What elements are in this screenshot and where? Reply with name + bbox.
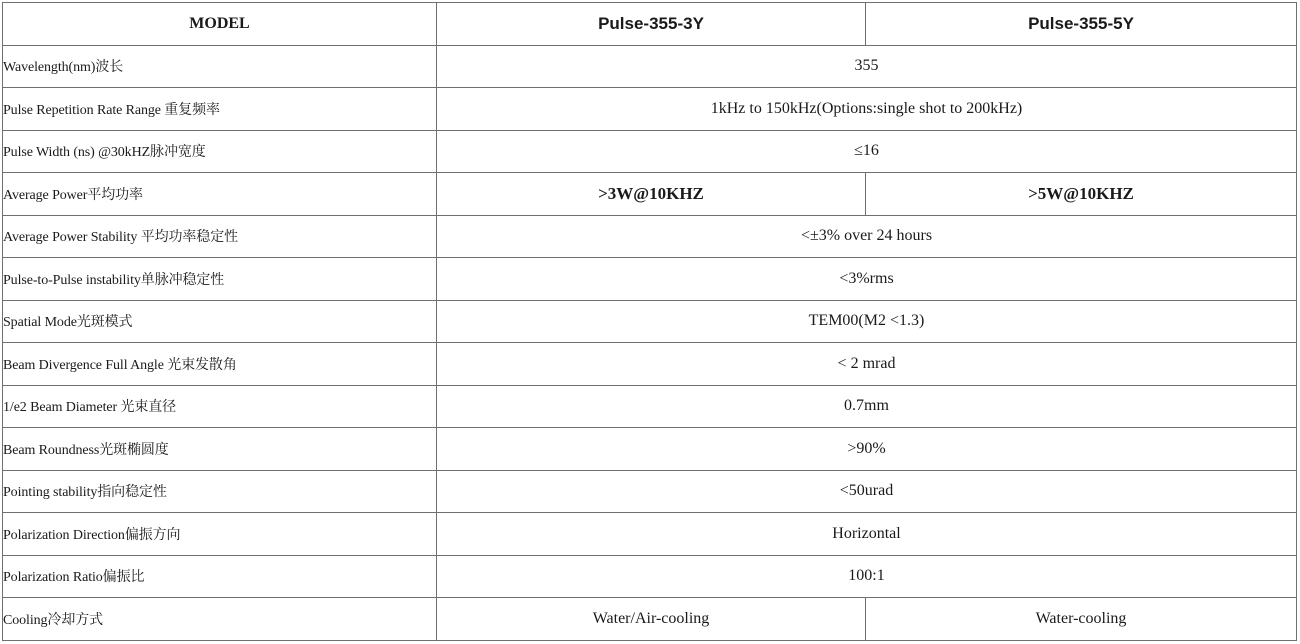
row-value: 355 — [437, 45, 1297, 88]
row-label: Beam Roundness光斑椭圆度 — [3, 428, 437, 471]
spec-table — [2, 2, 1297, 641]
row-value: <±3% over 24 hours — [437, 215, 1297, 258]
table-row — [3, 130, 1297, 173]
row-label: Spatial Mode光斑模式 — [3, 300, 437, 343]
product-header-2: Pulse-355-5Y — [866, 3, 1297, 46]
header-row — [3, 3, 1297, 46]
row-label: Polarization Direction偏振方向 — [3, 513, 437, 556]
row-label: Pointing stability指向稳定性 — [3, 470, 437, 513]
table-row — [3, 555, 1297, 598]
table-row — [3, 258, 1297, 301]
row-value: 1kHz to 150kHz(Options:single shot to 200kHz) — [437, 88, 1297, 131]
row-label: Cooling冷却方式 — [3, 598, 437, 641]
row-value: TEM00(M2 <1.3) — [437, 300, 1297, 343]
row-value-3y: Water/Air-cooling — [437, 598, 866, 641]
table-row — [3, 598, 1297, 641]
row-value: 100:1 — [437, 555, 1297, 598]
row-value-5y: Water-cooling — [866, 598, 1297, 641]
table-row — [3, 173, 1297, 216]
row-value-5y: >5W@10KHZ — [866, 173, 1297, 216]
row-label: Average Power Stability 平均功率稳定性 — [3, 215, 437, 258]
table-row — [3, 300, 1297, 343]
row-value: 0.7mm — [437, 385, 1297, 428]
row-label: Wavelength(nm)波长 — [3, 45, 437, 88]
row-value: >90% — [437, 428, 1297, 471]
row-label: Pulse Width (ns) @30kHZ脉冲宽度 — [3, 130, 437, 173]
product-header-1: Pulse-355-3Y — [437, 3, 866, 46]
row-label: 1/e2 Beam Diameter 光束直径 — [3, 385, 437, 428]
row-value: Horizontal — [437, 513, 1297, 556]
table-row — [3, 215, 1297, 258]
row-value: < 2 mrad — [437, 343, 1297, 386]
row-label: Beam Divergence Full Angle 光束发散角 — [3, 343, 437, 386]
row-label: Polarization Ratio偏振比 — [3, 555, 437, 598]
table-row — [3, 513, 1297, 556]
row-value: ≤16 — [437, 130, 1297, 173]
table-row — [3, 470, 1297, 513]
row-label: Pulse Repetition Rate Range 重复频率 — [3, 88, 437, 131]
row-label: Average Power平均功率 — [3, 173, 437, 216]
model-header: MODEL — [3, 3, 437, 46]
row-value: <3%rms — [437, 258, 1297, 301]
row-value-3y: >3W@10KHZ — [437, 173, 866, 216]
row-value: <50urad — [437, 470, 1297, 513]
row-label: Pulse-to-Pulse instability单脉冲稳定性 — [3, 258, 437, 301]
table-row — [3, 88, 1297, 131]
table-row — [3, 343, 1297, 386]
table-row — [3, 45, 1297, 88]
table-row — [3, 428, 1297, 471]
table-row — [3, 385, 1297, 428]
